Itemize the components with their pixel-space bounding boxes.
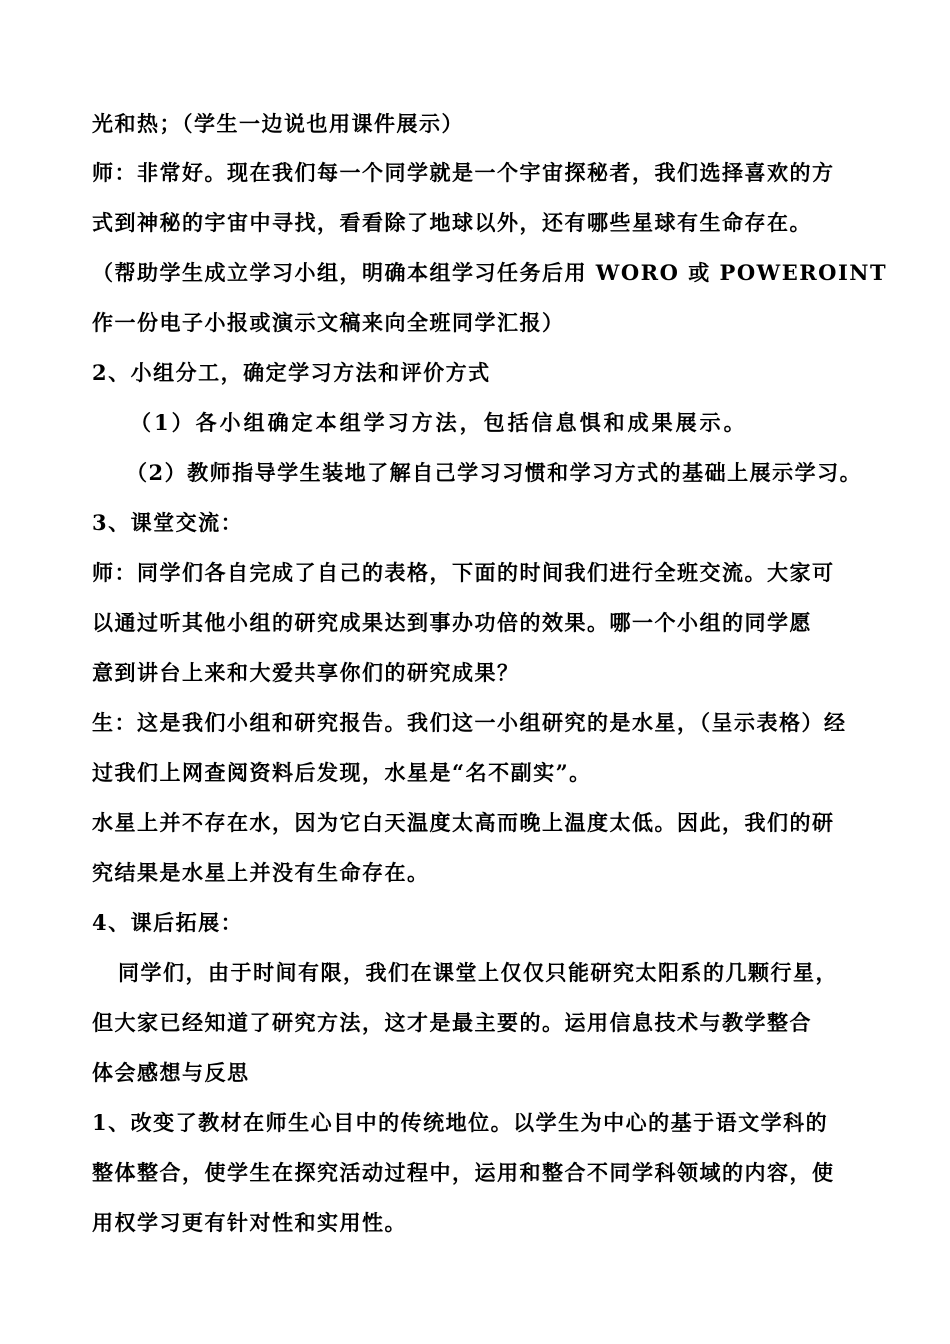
text-line-21: 1、改变了教材在师生心目中的传统地位。以学生为中心的基于语文学科的 <box>92 1110 829 1135</box>
section-heading-2: 2、小组分工，确定学习方法和评价方式 <box>92 360 491 385</box>
section-heading-4: 4、课后拓展： <box>92 910 244 935</box>
text-line-16: 究结果是水星上并没有生命存在。 <box>92 860 430 885</box>
text-line-10: 师：同学们各自完成了自己的表格，下面的时间我们进行全班交流。大家可 <box>92 560 835 585</box>
text-line-11: 以通过听其他小组的研究成果达到事办功倍的效果。哪一个小组的同学愿 <box>92 610 812 635</box>
text-line-1: 光和热；（学生一边说也用课件展示） <box>92 111 464 136</box>
text-line-22: 整体整合，使学生在探究活动过程中，运用和整合不同学科领域的内容，使 <box>92 1160 835 1185</box>
text-line-7: （1）各小组确定本组学习方法，包括信息惧和成果展示。 <box>130 410 748 435</box>
text-line-3: 式到神秘的宇宙中寻找，看看除了地球以外，还有哪些星球有生命存在。 <box>92 210 812 235</box>
text-line-5: 作一份电子小报或演示文稿来向全班同学汇报） <box>92 310 565 335</box>
text-line-13: 生：这是我们小组和研究报告。我们这一小组研究的是水星，（呈示表格）经 <box>92 710 847 735</box>
text-line-23: 用权学习更有针对性和实用性。 <box>92 1210 407 1235</box>
text-line-2: 师：非常好。现在我们每一个同学就是一个宇宙探秘者，我们选择喜欢的方 <box>92 160 835 185</box>
reflection-heading: 体会感想与反思 <box>92 1060 250 1085</box>
text-line-19: 但大家已经知道了研究方法，这才是最主要的。运用信息技术与教学整合 <box>92 1010 812 1035</box>
text-line-15: 水星上并不存在水，因为它白天温度太高而晚上温度太低。因此，我们的研 <box>92 810 835 835</box>
text-line-8: （2）教师指导学生装地了解自己学习习惯和学习方式的基础上展示学习。 <box>126 460 863 485</box>
text-line-14: 过我们上网查阅资料后发现，水星是“名不副实”。 <box>92 760 592 785</box>
section-heading-3: 3、课堂交流： <box>92 510 244 535</box>
text-line-18: 同学们，由于时间有限，我们在课堂上仅仅只能研究太阳系的几颗行星， <box>118 960 838 985</box>
text-line-4: （帮助学生成立学习小组，明确本组学习任务后用 WORO 或 POWEROINT <box>92 260 888 285</box>
text-line-12: 意到讲台上来和大爱共享你们的研究成果？ <box>92 660 520 685</box>
